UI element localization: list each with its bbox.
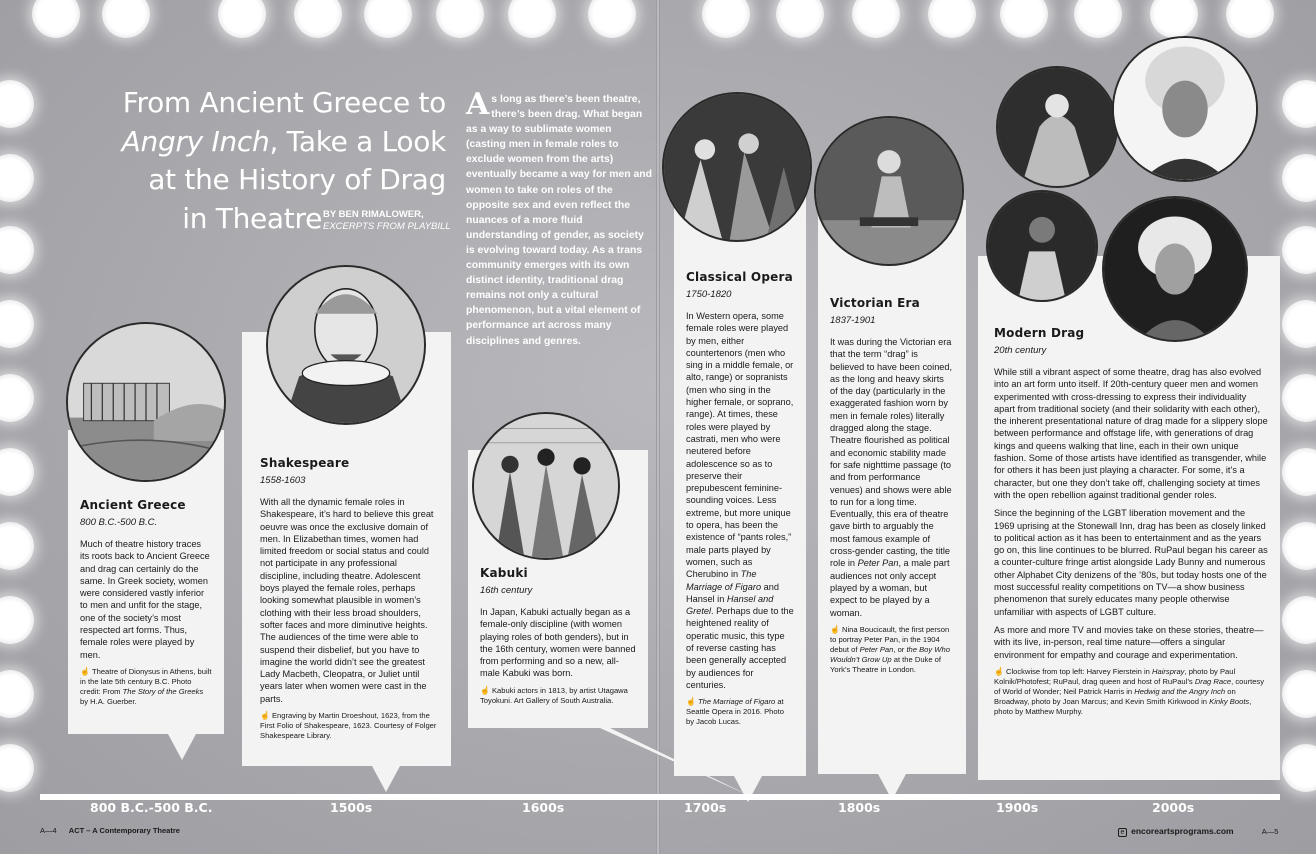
marquee-bulb — [1000, 0, 1048, 38]
caption-text: Kabuki actors in 1813, by artist Utagawa Toyokuni. Art Gallery of South Australia. — [480, 685, 628, 705]
pointing-hand-icon: ☝ — [994, 666, 1004, 676]
marquee-bulb — [1282, 744, 1316, 792]
byline-source: EXCERPTS FROM PLAYBILL — [323, 221, 451, 232]
hedwig-image — [1102, 196, 1248, 342]
card-paragraph: Since the beginning of the LGBT liberation movement and the 1969 uprising at the Stonewall Inn, drag has been as closely linked to political action as it has been to entertainment and as the years go on, this line continues to be blurred. RuPaul began his career as a counter-culture fringe artist alongside Lady Bunny and numerous other Alphabet City denizens of the ’80s, but today hosts one of the most successful reality competitions on TV—a show business phenomenon that surely educates many people otherwise unfamiliar with aspects of LGBT culture. — [994, 508, 1268, 617]
marquee-bulb — [928, 0, 976, 38]
timeline-label: 800 B.C.-500 B.C. — [90, 800, 213, 815]
caption-text: by H.A. Guerber. — [80, 696, 137, 706]
marquee-bulb — [1074, 0, 1122, 38]
card-paragraph: Much of theatre history traces its roots back to Ancient Greece and drag can certainly do the same. In Greek society, women were considered vastly inferior to men and unfit for the stage, one of the society’s most respected art forms. Thus, female roles were played by men. — [80, 539, 210, 660]
card-era: 1750-1820 — [686, 289, 732, 300]
photo-caption: ☝ Clockwise from top left: Harvey Fierstein in Hairspray, photo by Paul Kolnik/Photofest; RuPaul, drag queen and host of RuPaul’s Drag Race, courtesy of World of Wonder; Neil Patrick Harris in Hedwig and the Angry Inch on Broadway, photo by Joan Marcus; and Kevin Smith Kirkwood in Kinky Boots, photo by Matthew Murphy. — [994, 666, 1265, 716]
marquee-bulb — [364, 0, 412, 38]
pointing-hand-icon: ☝ — [80, 666, 90, 676]
page-number-right: A—5 — [1261, 827, 1279, 836]
card-title: Shakespeare — [260, 456, 350, 470]
intro-text: s long as there’s been theatre, there’s been drag. What began as a way to sublimate women (casting men in female roles to exclude women from the arts) eventually became a way for men and women to take on roles of the opposite sex and even reflect the nuances of a more fluid understanding of gender, as society is evolving toward today. As a trans community emerges with its own distinct identity, traditional drag remains not only a cultural phenomenon, but a vital element of performance art across many disciplines and genres. — [466, 94, 652, 347]
pointing-hand-icon: ☝ — [830, 624, 840, 634]
timeline-bar — [40, 794, 1280, 800]
card-title: Kabuki — [480, 566, 528, 580]
card-paragraph: It was during the Victorian era that the term “drag” is believed to have been coined, as the long and heavy skirts of the day (particularly in the exaggerated fashion worn by men in female roles) literally dragged along the stage. Theatre flourished as political and economic stability made for safe nighttime passage (to and from performance venues) and shows were able to run for a long time. Eventually, this era of theatre gave birth to arguably the most famous example of cross-gender casting, the title role in Peter Pan, a male part audiences not only accept played by a woman, but expect to be played by a woman. — [830, 337, 953, 618]
marquee-bulb — [508, 0, 556, 38]
marquee-bulb — [218, 0, 266, 38]
card-paragraph: As more and more TV and movies take on these stories, theatre—with its live, in-person, real time nature—offers a singular environment for empathy and courage and experimentation. — [994, 624, 1264, 660]
marquee-bulb — [702, 0, 750, 38]
timeline-label: 1500s — [330, 800, 373, 815]
card-body — [480, 606, 636, 680]
card-body — [686, 310, 794, 691]
caption-italic: The Story of the Greeks — [122, 686, 204, 696]
rupaul-image — [1112, 36, 1258, 182]
card-title: Ancient Greece — [80, 498, 186, 512]
pointing-hand-icon: ☝ — [480, 685, 490, 695]
card-body — [994, 366, 1268, 661]
timeline-label: 1700s — [684, 800, 727, 815]
card-title: Modern Drag — [994, 326, 1085, 340]
timeline-label: 1600s — [522, 800, 565, 815]
marquee-bulb — [776, 0, 824, 38]
marquee-bulb — [1282, 448, 1316, 496]
marquee-bulb — [0, 448, 34, 496]
byline-author: BY BEN RIMALOWER, — [323, 209, 424, 220]
marquee-bulb — [1282, 374, 1316, 422]
headline-italic: Angry Inch — [121, 124, 270, 158]
card-era: 800 B.C.-500 B.C. — [80, 517, 158, 528]
theatre-of-dionysus-image — [66, 322, 226, 482]
marquee-bulb — [0, 154, 34, 202]
card-paragraph: While still a vibrant aspect of some theatre, drag has also evolved into an art form unto itself. If 20th-century queer men and women experimented with cross-dressing to express their individuality apart from traditional society (and their solidarity with each other), the inherent presentational nature of drag made for a slippery slope between performance and offstage life, with generations of drag kings and queens walking that line, each in their own unique fashion. Some of those artists have identified as transgender, while for others it has been just playing a character. For some, it’s a character, but one they don’t take off, challenging society at times with the open rebellion against traditional gender roles. — [994, 367, 1268, 500]
timeline-label: 1800s — [838, 800, 881, 815]
card-era: 20th century — [994, 345, 1047, 356]
photo-caption — [260, 711, 437, 741]
headline-line-2 — [60, 123, 446, 162]
timeline-pointer — [168, 734, 196, 760]
marquee-bulb — [1282, 596, 1316, 644]
card-body — [80, 538, 212, 661]
marquee-bulb — [1282, 226, 1316, 274]
marquee-bulb — [0, 300, 34, 348]
headline-line-2-rest: , Take a Look — [269, 124, 446, 158]
intro-paragraph — [466, 87, 652, 349]
photo-caption: ☝ Nina Boucicault, the first person to portray Peter Pan, in the 1904 debut of Peter Pan, or the Boy Who Wouldn’t Grow Up at the Duke of York’s Theatre in London. — [830, 624, 950, 674]
publication-title: ACT – A Contemporary Theatre — [68, 826, 180, 835]
card-modern-drag — [978, 256, 1280, 780]
card-classical-opera — [674, 176, 806, 776]
page-number-left: A—4 — [40, 826, 57, 835]
caption-text: Engraving by Martin Droeshout, 1623, from the First Folio of Shakespeare, 1623. Courtesy of Folger Shakespeare Library. — [260, 711, 437, 741]
byline — [323, 209, 463, 233]
footer-right — [1118, 826, 1278, 837]
marquee-bulb — [0, 522, 34, 570]
marquee-bulb — [1282, 154, 1316, 202]
photo-caption — [480, 686, 636, 706]
marquee-bulb — [32, 0, 80, 38]
marquee-bulb — [0, 226, 34, 274]
caption-text: Theatre of Dionysus in Athens, built in the late 5th century B.C. Photo credit: From — [80, 666, 212, 696]
card-body — [260, 496, 437, 705]
headline-line-4: in Theatre — [182, 201, 322, 235]
marquee-bulb — [0, 744, 34, 792]
kinky-boots-image — [986, 190, 1098, 302]
marriage-of-figaro-image — [662, 92, 812, 242]
card-era: 16th century — [480, 585, 533, 596]
hairspray-image — [996, 66, 1118, 188]
website-link[interactable]: encoreartsprograms.com — [1131, 826, 1234, 836]
card-title: Classical Opera — [686, 270, 793, 284]
marquee-bulb — [436, 0, 484, 38]
marquee-bulb — [1282, 522, 1316, 570]
photo-caption — [80, 667, 212, 707]
shakespeare-engraving-image — [266, 265, 426, 425]
card-paragraph: With all the dynamic female roles in Shakespeare, it’s hard to believe this great oeuvre was once the exclusive domain of men. In Elizabethan times, women had limited freedom or social status and could not participate in any professional discipline, including theatre. Adolescent boys played the female roles, perhaps looking somewhat plausible in women’s clothing with their less broad shoulders, softer faces and more diminutive heights. The audiences of the time were able to suspend their disbelief, but you have to imagine the world didn’t see the greatest Lady Macbeth, Cleopatra, or Juliet until years later when women were cast in the parts. — [260, 497, 434, 704]
marquee-bulb — [102, 0, 150, 38]
timeline-pointer — [372, 766, 400, 792]
marquee-bulb — [1150, 0, 1198, 38]
timeline-label: 1900s — [996, 800, 1039, 815]
card-era: 1558-1603 — [260, 475, 306, 486]
marquee-bulb — [0, 670, 34, 718]
marquee-bulb — [294, 0, 342, 38]
marquee-bulb — [588, 0, 636, 38]
footer-left — [40, 826, 180, 835]
card-victorian-era — [818, 200, 966, 774]
timeline-label: 2000s — [1152, 800, 1195, 815]
pointing-hand-icon: ☝ — [686, 697, 696, 707]
marquee-bulb — [852, 0, 900, 38]
headline-line-3: at the History of Drag — [148, 163, 446, 196]
card-title: Victorian Era — [830, 296, 920, 310]
marquee-bulb — [0, 596, 34, 644]
card-body — [830, 336, 954, 619]
marquee-bulb — [1282, 80, 1316, 128]
peter-pan-image — [814, 116, 964, 266]
photo-caption: ☝ The Marriage of Figaro at Seattle Opera in 2016. Photo by Jacob Lucas. — [686, 697, 784, 727]
card-paragraph: In Japan, Kabuki actually began as a female-only discipline (with women playing roles of both genders), but in the 16th century, women were banned from performing and so a new, all-male Kabuki was born. — [480, 607, 636, 679]
card-paragraph: In Western opera, some female roles were played by men, either countertenors (men who sing in a middle female, or alto, range) or sopranists (men who sing in the higher female, or soprano, range). At times, these roles were played by castrati, men who were neutered before adolescence so as to preserve their prepubescent feminine-sounding voices. Less extreme, but more unique to opera, has been the existence of “pants roles,” male parts played by women, such as Cherubino in The Marriage of Figaro and Hansel in Hansel and Gretel. Perhaps due to the heightened reality of operatic music, this type of reverse casting has been generally accepted by audiences for centuries. — [686, 311, 794, 690]
encore-logo-icon: e — [1118, 828, 1127, 837]
drop-cap: A — [466, 87, 490, 122]
kabuki-print-image — [472, 412, 620, 560]
marquee-bulb — [0, 80, 34, 128]
marquee-bulb — [1282, 670, 1316, 718]
pointing-hand-icon: ☝ — [260, 711, 270, 721]
headline-line-1: From Ancient Greece to — [122, 86, 446, 119]
marquee-bulb — [1226, 0, 1274, 38]
card-era: 1837-1901 — [830, 315, 876, 326]
page-gutter — [656, 0, 660, 854]
marquee-bulb — [0, 374, 34, 422]
marquee-bulb — [1282, 300, 1316, 348]
